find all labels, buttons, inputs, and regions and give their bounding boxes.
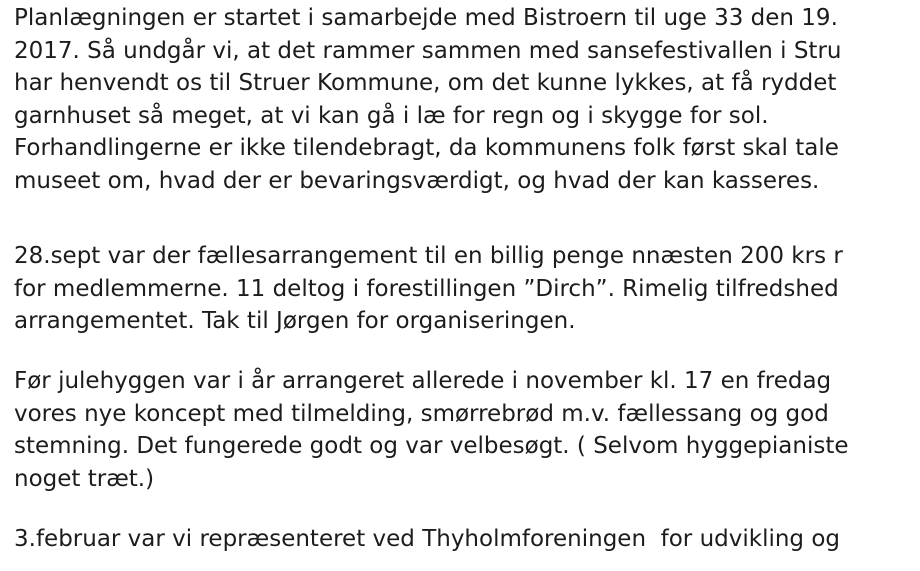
text-line: for medlemmerne. 11 deltog i forestillingen ”Dirch”. Rimelig tilfredshed [14,275,839,302]
paragraph-joint-event [14,240,843,338]
text-line: arrangementet. Tak til Jørgen for organiseringen. [14,308,576,334]
text-line: Før julehyggen var i år arrangeret allerede i november kl. 17 en fredag [14,368,832,394]
text-line: stemning. Det fungerede godt og var velbesøgt. ( Selvom hyggepianiste [14,433,849,459]
text-line: har henvendt os til Struer Kommune, om det kunne lykkes, at få ryddet [14,70,837,96]
paragraph-planning [14,2,841,197]
paragraph-christmas [14,365,849,495]
text-line: Planlægningen er startet i samarbejde med Bistroern til uge 33 den 19. [14,5,838,31]
text-line: 28.sept var der fællesarrangement til en billig penge nnæsten 200 krs r [14,243,843,269]
text-line: garnhuset så meget, at vi kan gå i læ for regn og i skygge for sol. [14,102,769,129]
text-line: Forhandlingerne er ikke tilendebragt, da kommunens folk først skal tale [14,135,839,161]
text-line: 2017. Så undgår vi, at det rammer sammen med sansefestivallen i Stru [14,37,842,64]
text-line: noget træt.) [14,465,155,492]
text-line: 3.februar var vi repræsenteret ved Thyholmforeningen for udvikling og [14,526,841,552]
text-line: vores nye koncept med tilmelding, smørrebrød m.v. fællessang og god [14,400,829,427]
paragraph-february [14,523,840,556]
text-line: museet om, hvad der er bevaringsværdigt, og hvad der kan kasseres. [14,167,820,194]
